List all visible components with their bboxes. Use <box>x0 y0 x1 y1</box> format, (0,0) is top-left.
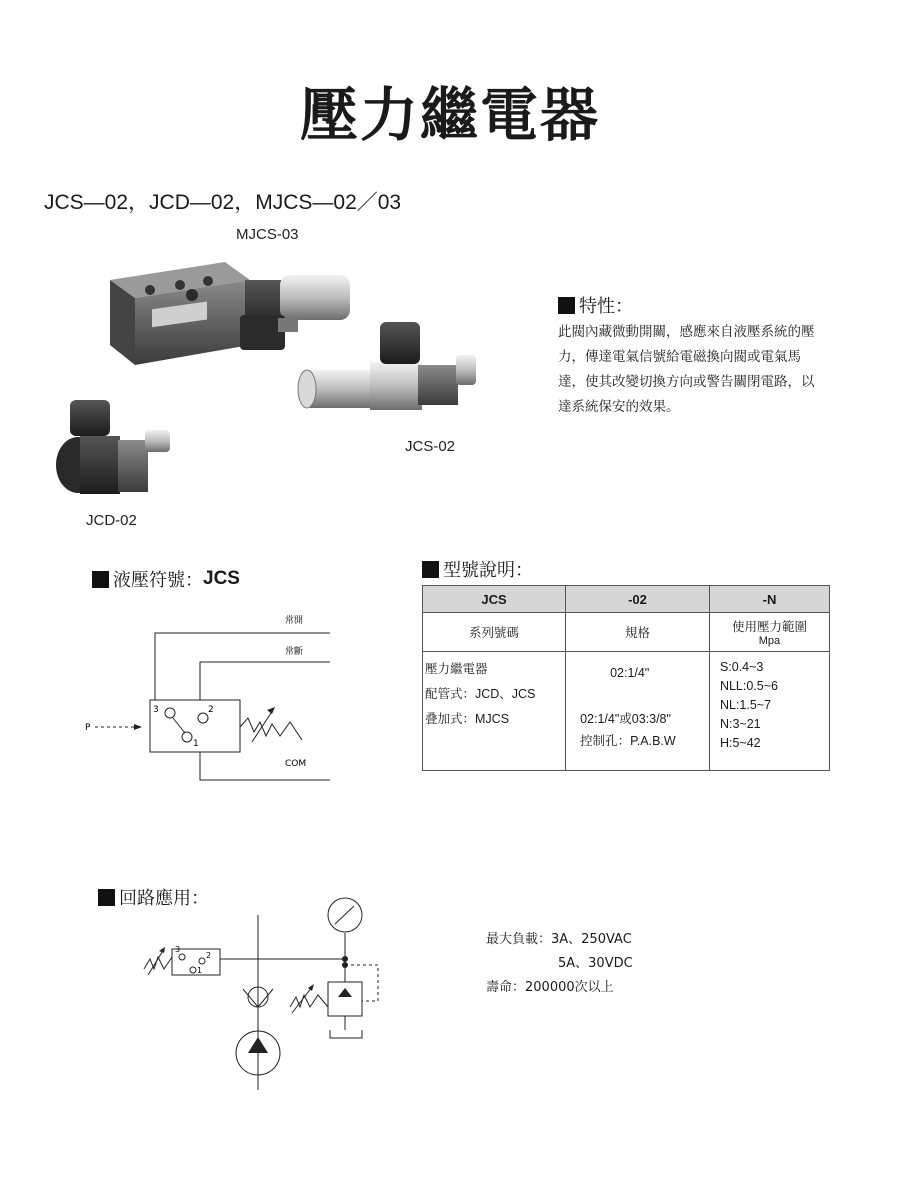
sub-size: 規格 <box>566 613 710 652</box>
pressure-cell: S:0.4~3 NLL:0.5~6 NL:1.5~7 N:3~21 H:5~42 <box>709 652 829 771</box>
label-p: P <box>85 723 91 733</box>
features-text: 此閥內藏微動開關，感應來自液壓系統的壓力，傳達電氣信號給電磁換向閥或電氣馬達，使其改變切換方向或警告關閉電路，以達系統保安的效果。 <box>558 324 815 415</box>
spec-max-load: 最大負載：3A、250VAC <box>486 932 632 947</box>
page-title: 壓力繼電器 <box>299 81 600 149</box>
label-port-1: 1 <box>193 739 199 749</box>
circuit-heading: 回路應用： <box>98 884 209 910</box>
circuit-diagram <box>140 895 400 1095</box>
hydraulic-symbol-diagram <box>80 600 340 790</box>
circuit-port-2: 2 <box>206 951 212 960</box>
square-bullet-icon <box>558 297 575 314</box>
label-mjcs: MJCS-03 <box>236 226 299 243</box>
header-series: JCS <box>423 586 566 613</box>
size-cell: 02:1/4" 02:1/4"或03:3/8" 控制孔：P.A.B.W <box>566 652 710 771</box>
hydraulic-symbol-heading: 液壓符號： JCS <box>92 566 240 592</box>
spec-max-load-dc: 5A、30VDC <box>558 956 633 971</box>
sub-series: 系列號碼 <box>423 613 566 652</box>
label-normally-open: 常開 <box>285 616 304 626</box>
models-line: JCS—02，JCD—02，MJCS—02／03 <box>44 191 402 214</box>
label-port-2: 2 <box>208 705 214 715</box>
square-bullet-icon <box>422 561 439 578</box>
mjcs-photo <box>110 262 350 365</box>
header-pressure: -N <box>709 586 829 613</box>
label-jcs: JCS-02 <box>405 438 456 455</box>
electrical-specs <box>486 928 633 1000</box>
sub-pressure: 使用壓力範圍 Mpa <box>709 613 829 652</box>
label-port-3: 3 <box>153 705 159 715</box>
square-bullet-icon <box>92 571 109 588</box>
label-jcd: JCD-02 <box>86 512 137 529</box>
circuit-port-3: 3 <box>175 945 181 954</box>
header-size: -02 <box>566 586 710 613</box>
jcd-photo <box>56 400 170 494</box>
product-photos <box>40 240 480 510</box>
label-normally-closed: 常斷 <box>285 647 304 657</box>
features-heading: 特性： <box>558 292 633 318</box>
model-desc-table <box>422 585 830 771</box>
model-desc-heading: 型號說明： <box>422 556 533 582</box>
label-com: COM <box>285 759 307 769</box>
jcs-photo <box>298 322 476 410</box>
spec-lifetime: 壽命：200000次以上 <box>486 980 614 995</box>
series-cell: 壓力繼電器 配管式：JCD、JCS 叠加式：MJCS <box>423 652 566 771</box>
circuit-port-1: 1 <box>197 966 203 975</box>
square-bullet-icon <box>98 889 115 906</box>
